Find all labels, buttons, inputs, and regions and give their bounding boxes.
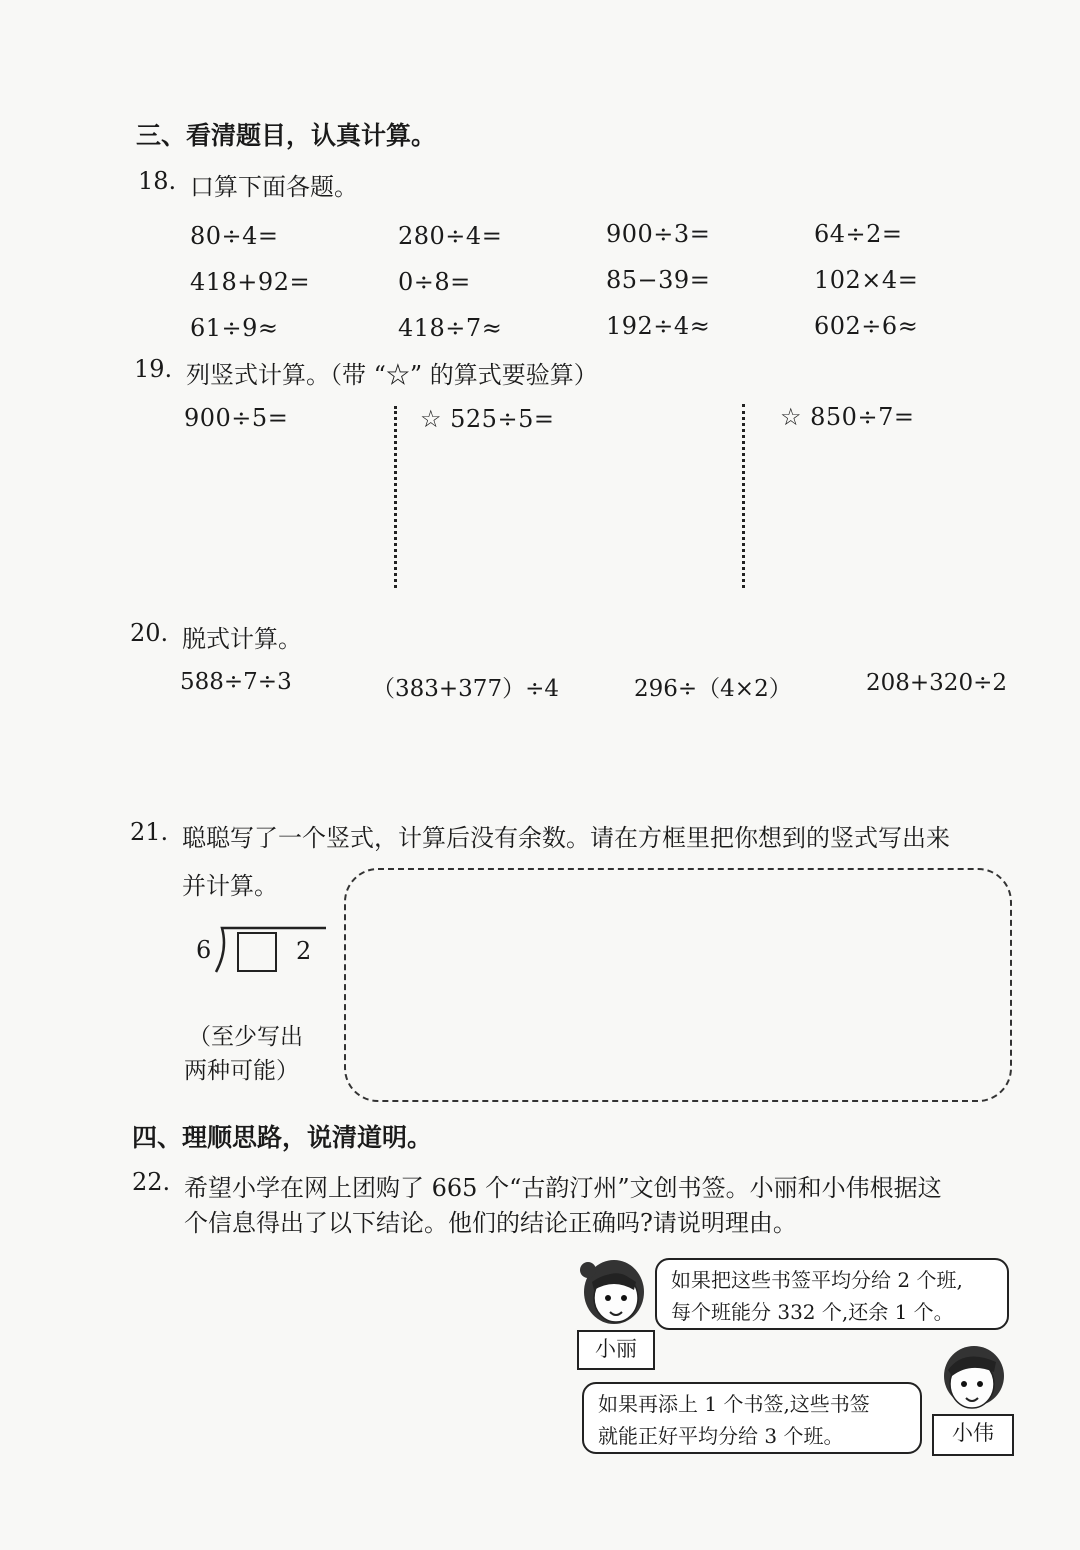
q20-item: 296÷（4×2） (634, 676, 792, 702)
q19-title: 列竖式计算。（带 “☆” 的算式要验算） (186, 361, 598, 389)
xiaoli-name-label: 小丽 (577, 1330, 655, 1370)
q18-item: 80÷4= (190, 222, 279, 250)
q22-line1: 希望小学在网上团购了 665 个“古韵汀州”文创书签。小丽和小伟根据这 (184, 1174, 942, 1202)
q18-item: 900÷3= (606, 220, 711, 248)
divisor: 6 (196, 936, 212, 964)
xiaoli-speech-bubble (655, 1258, 1009, 1330)
section-3-title: 三、看清题目，认真计算。 (136, 121, 437, 150)
q20-number: 20. (130, 619, 169, 647)
q20-item: 208+320÷2 (866, 670, 1007, 696)
q21-note-line2: 两种可能） (184, 1058, 299, 1084)
q20-item: 588÷7÷3 (180, 669, 292, 695)
q18-item: 61÷9≈ (190, 314, 279, 342)
q22-line2: 个信息得出了以下结论。他们的结论正确吗?请说明理由。 (184, 1209, 797, 1237)
q21-line1: 聪聪写了一个竖式，计算后没有余数。请在方框里把你想到的竖式写出来 (182, 824, 950, 852)
girl-character-icon (570, 1256, 654, 1330)
divider-dotted-2 (742, 404, 745, 588)
xiaowei-line1: 如果再添上 1 个书签,这些书签 (598, 1392, 870, 1416)
q19-item-2: ☆ 525÷5= (420, 405, 555, 433)
q18-item: 102×4= (814, 266, 919, 294)
q18-item: 0÷8= (398, 268, 471, 296)
q19-item-1: 900÷5= (184, 404, 289, 432)
xiaoli-line2: 每个班能分 332 个,还余 1 个。 (671, 1300, 954, 1324)
q18-item: 418÷7≈ (398, 314, 503, 342)
q21-note-line1: （至少写出 (188, 1024, 303, 1050)
q20-item: （383+377）÷4 (372, 676, 559, 702)
q19-number: 19. (134, 355, 173, 383)
q18-number: 18. (138, 167, 177, 195)
boy-character-icon (934, 1340, 1014, 1416)
q18-item: 64÷2= (814, 220, 903, 248)
xiaowei-speech-bubble (582, 1382, 922, 1454)
xiaowei-name-label: 小伟 (932, 1414, 1014, 1456)
q18-item: 192÷4≈ (606, 312, 711, 340)
q19-item-3: ☆ 850÷7= (780, 403, 915, 431)
q18-item: 418+92= (190, 268, 311, 296)
q22-number: 22. (132, 1168, 171, 1196)
q21-line2: 并计算。 (182, 872, 278, 900)
q18-item: 602÷6≈ (814, 312, 919, 340)
q18-item: 280÷4= (398, 222, 503, 250)
xiaoli-line1: 如果把这些书签平均分给 2 个班, (671, 1268, 963, 1292)
section-4-title: 四、理顺思路，说清道明。 (132, 1123, 433, 1152)
divider-dotted-1 (394, 406, 397, 588)
q18-title: 口算下面各题。 (190, 173, 358, 201)
dividend-last-digit: 2 (296, 937, 312, 965)
answer-box[interactable] (344, 868, 1012, 1102)
blank-digit-box[interactable] (237, 932, 277, 972)
q18-item: 85−39= (606, 266, 711, 294)
q20-title: 脱式计算。 (182, 625, 302, 653)
q21-number: 21. (130, 818, 169, 846)
xiaowei-line2: 就能正好平均分给 3 个班。 (598, 1424, 844, 1448)
